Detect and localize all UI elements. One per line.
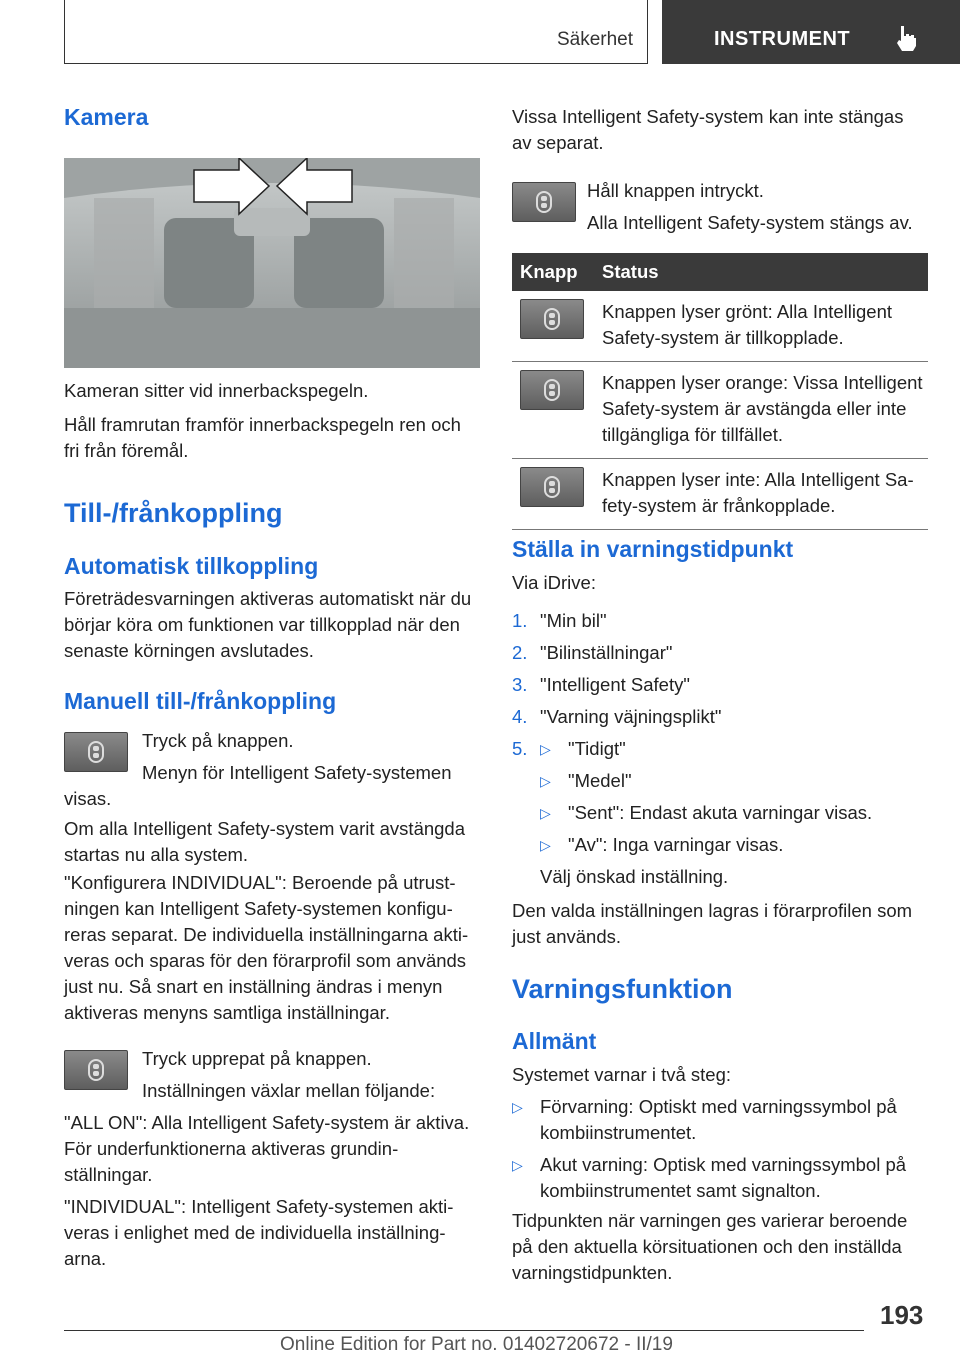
safety-system-icon	[542, 308, 562, 330]
list-item: 1. "Min bil"	[512, 610, 607, 631]
camera-photo	[64, 158, 480, 368]
triangle-bullet-icon: ▷	[540, 741, 551, 757]
list-item: ▷ Akut varning: Optisk med varningssymbol på kombiinstrumentet samt signalton.	[512, 1152, 928, 1204]
two-step-text: Systemet varnar i två steg:	[512, 1064, 732, 1085]
table-row	[512, 291, 928, 362]
manual-heading: Manuell till-/frånkoppling	[64, 688, 337, 714]
list-item: ▷ "Av": Inga varningar visas.	[512, 832, 928, 858]
pointing-hand-icon	[894, 24, 918, 52]
auto-paragraph: Företrädesvarningen aktiveras automatiskt när du börjar köra om funktionen var tillkopplad när den senaste körningen avslutades.	[64, 588, 472, 661]
safety-button-image	[64, 1050, 128, 1090]
safety-system-icon	[542, 476, 562, 498]
triangle-bullet-icon: ▷	[540, 773, 551, 789]
choose-setting: Välj önskad inställning.	[540, 866, 729, 887]
list-item: 3. "Intelligent Safety"	[512, 674, 690, 695]
status-table	[512, 253, 928, 530]
general-heading: Allmänt	[512, 1028, 597, 1054]
list-item: 5. ▷ "Tidigt"	[512, 736, 928, 762]
header-chapter-tab	[662, 0, 960, 64]
triangle-bullet-icon: ▷	[512, 1099, 523, 1115]
header-section-title: Säkerhet	[556, 29, 633, 50]
list-item: ▷ "Medel"	[512, 768, 928, 794]
list-item: 2. "Bilinställningar"	[512, 642, 673, 663]
warning-bullets	[512, 1094, 928, 1210]
footer-divider	[64, 1330, 864, 1331]
via-idrive: Via iDrive:	[512, 572, 596, 593]
table-row	[512, 459, 928, 530]
manual-button-text-1: Tryck på knappen.	[142, 730, 294, 751]
repeat-text-2: Inställningen växlar mellan följande:	[142, 1080, 436, 1101]
table-cell-status: Knappen lyser grönt: Alla Intelligent Safety-system är tillkopplade.	[594, 291, 928, 362]
intro-paragraph: Vissa Intelligent Safety-system kan inte stängas av separat.	[512, 106, 904, 153]
safety-system-icon	[542, 379, 562, 401]
safety-button-image	[520, 467, 584, 507]
repeat-text-1: Tryck upprepat på knappen.	[142, 1048, 372, 1069]
hold-text-1: Håll knappen intryckt.	[587, 180, 764, 201]
steps-list	[512, 608, 928, 896]
footer-edition: Online Edition for Part no. 01402720672 - II/19	[280, 1334, 673, 1355]
triangle-bullet-icon: ▷	[540, 837, 551, 853]
hold-text-2: Alla Intelligent Safety-system stängs av.	[587, 212, 913, 233]
triangle-bullet-icon: ▷	[540, 805, 551, 821]
safety-button-image	[520, 299, 584, 339]
list-item: 4. "Varning väjningsplikt"	[512, 706, 722, 727]
allon-paragraph: "ALL ON": Alla Intelligent Safety-system är aktiva. För underfunktionerna aktiveras grundinställningar.	[64, 1112, 470, 1185]
warnfunc-heading: Varningsfunktion	[512, 974, 733, 1004]
safety-button-image	[512, 182, 576, 222]
camera-paragraph-1: Kameran sitter vid innerbackspegeln.	[64, 380, 369, 401]
list-item: ▷ "Sent": Endast akuta varningar visas.	[512, 800, 928, 826]
header-chapter-title: INSTRUMENT	[714, 28, 851, 50]
warntime-heading: Ställa in varningstidpunkt	[512, 536, 794, 562]
manual-paragraph-1: Om alla Intelligent Safety-system varit avstängda startas nu alla system.	[64, 818, 466, 865]
safety-system-icon	[86, 1059, 106, 1081]
manual-button-text-2: Menyn för Intelligent Safety-systemen visas.	[64, 762, 452, 809]
table-header-status: Status	[594, 253, 928, 291]
safety-button-image	[520, 370, 584, 410]
table-row	[512, 362, 928, 459]
camera-heading: Kamera	[64, 104, 149, 130]
table-cell-status: Knappen lyser orange: Vissa Intelligent Safety-system är avstängda eller inte tillgängliga för tillfället.	[594, 362, 928, 459]
table-cell-status: Knappen lyser inte: Alla Intelligent Safety-system är frånkopplade.	[594, 459, 928, 530]
list-item: ▷ Förvarning: Optiskt med varningssymbol på kombiinstrumentet.	[512, 1094, 928, 1146]
individual-paragraph: "INDIVIDUAL": Intelligent Safety-systemen aktiveras i enlighet med de individuella inställningarna.	[64, 1196, 454, 1269]
manual-paragraph-2: "Konfigurera INDIVIDUAL": Beroende på utrustningen kan Intelligent Safety-systemen konfigureras separat. De individuella inställningarna aktiveras och sparas för den förarprofil som används just nu. Så snart en inställning ändras i menyn aktiveras menyns samtliga inställningar.	[64, 872, 469, 1023]
onoff-heading: Till-/frånkoppling	[64, 498, 283, 528]
safety-system-icon	[534, 191, 554, 213]
page-number: 193	[880, 1300, 924, 1330]
saved-paragraph: Den valda inställningen lagras i förarprofilen som just används.	[512, 900, 913, 947]
triangle-bullet-icon: ▷	[512, 1157, 523, 1173]
camera-paragraph-2: Håll framrutan framför innerbackspegeln ren och fri från föremål.	[64, 414, 461, 461]
auto-heading: Automatisk tillkoppling	[64, 553, 319, 579]
timing-paragraph: Tidpunkten när varningen ges varierar beroende på den aktuella körsituationen och den inställda varningstidpunkten.	[512, 1210, 908, 1283]
table-header-button: Knapp	[512, 253, 594, 291]
header-section-box	[64, 0, 648, 64]
